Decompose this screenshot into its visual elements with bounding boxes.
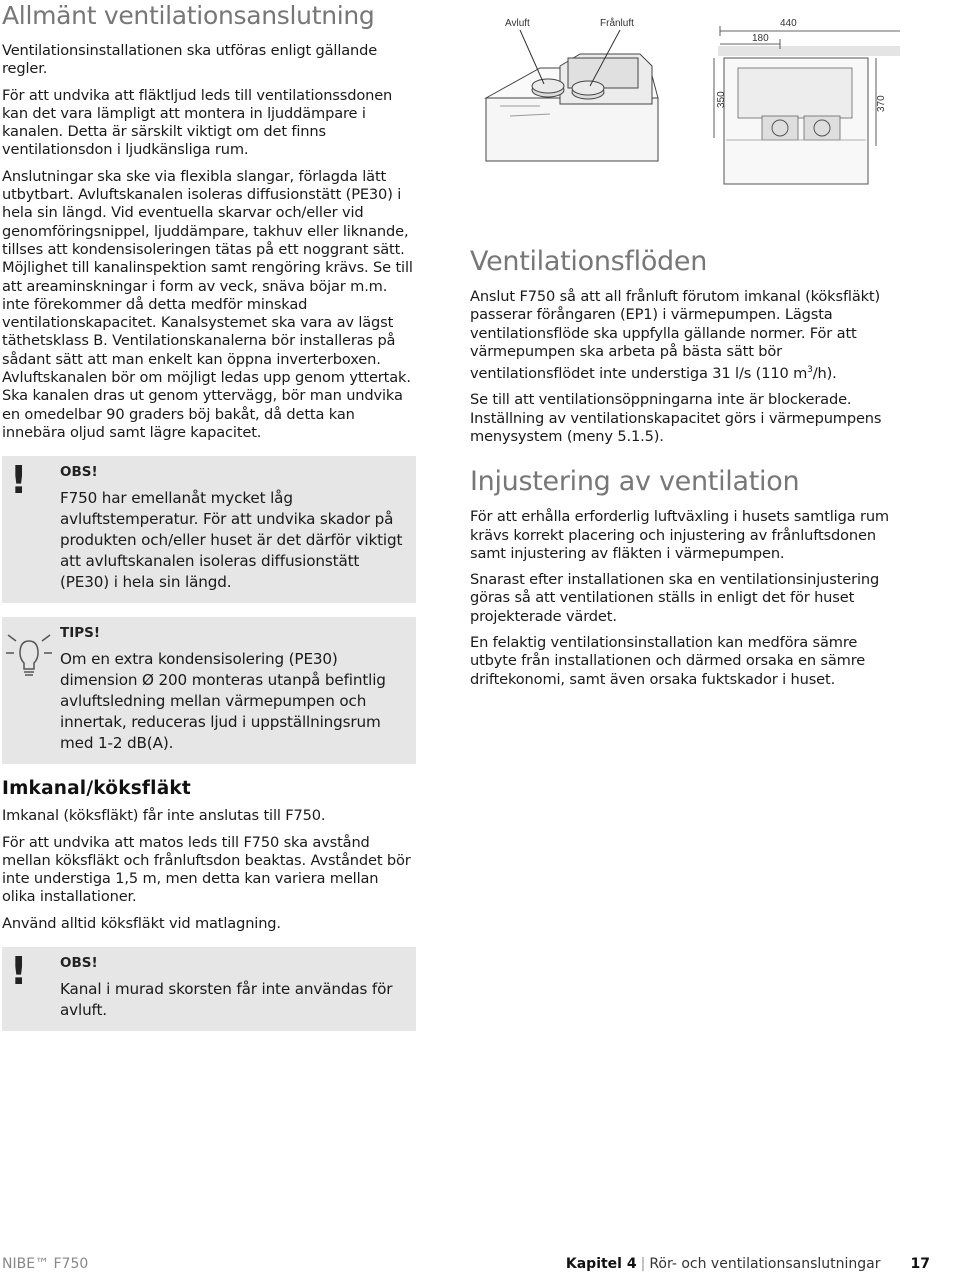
right-column — [470, 244, 890, 697]
label-avluft: Avluft — [505, 18, 530, 29]
left-column — [2, 0, 416, 1045]
section-title-adjustment: Injustering av ventilation — [470, 466, 800, 498]
dim-350: 350 — [716, 91, 727, 108]
dim-180: 180 — [752, 33, 769, 44]
section-title-ventilation-flows: Ventilationsflöden — [470, 246, 708, 277]
top-view-drawing — [714, 26, 900, 184]
dim-370: 370 — [876, 95, 887, 112]
paragraph: Se till att ventilationsöppningarna inte är blockerade. Inställning av ventilationskapacitet görs i värmepumpens menysystem (meny 5.1.5). — [470, 391, 882, 445]
label-franluft: Frånluft — [600, 18, 634, 29]
footer-chapter — [566, 1256, 930, 1272]
note-heading: OBS! — [60, 955, 98, 972]
paragraph — [470, 288, 890, 383]
page-number: 17 — [910, 1256, 930, 1272]
note-text: F750 har emellanåt mycket låg avluftstemperatur. För att undvika skador på produkten och/eller huset är det därför viktigt att avluftskanalen isoleras diffusionstätt (PE30) i hela sin längd. — [60, 489, 403, 592]
paragraph: Anslutningar ska ske via flexibla slangar, förlagda lätt utbytbart. Avluftskanalen isoleras diffusionstätt (PE30) i hela sin längd. Vid eventuella skarvar och/eller vid genomföringsnippel, ljuddämpare, takhuv eller liknande, tillses att kondensisoleringen tätas på ett noggrant sätt. Möjlighet till kanalinspektion samt rengöring krävs. Se till att areaminskningar i form av veck, snäva böjar m.m. inte förekommer då detta medför minskad ventilationskapacitet. Kanalsystemet ska vara av lägst täthetsklass B. Ventilationskanalerna bör installeras på sådant sätt att man enkelt kan öppna inverterboxen. Avluftskanalen bör om möjligt ledas upp genom yttertak. Ska kanalen dras ut genom yttervägg, bör man undvika en omedelbar 90 graders böj bakåt, då detta kan innebära oljud samt lägre kapacitet. — [2, 167, 413, 441]
paragraph: Snarast efter installationen ska en ventilationsinjustering göras så att ventilationen ställs in enligt det för huset projekterade värdet. — [470, 571, 880, 625]
footer-brand: NIBE™ F750 — [2, 1256, 89, 1272]
paragraph: För att undvika att matos leds till F750 ska avstånd mellan köksfläkt och frånluftsdon beaktas. Avståndet bör inte understiga 1,5 m, men detta kan variera mellan olika installationer. — [2, 833, 411, 906]
separator: | — [640, 1256, 646, 1272]
warning-icon: ! — [10, 949, 28, 994]
warning-icon: ! — [10, 458, 28, 503]
paragraph: Ventilationsinstallationen ska utföras enligt gällande regler. — [2, 42, 378, 78]
chapter-title: Rör- och ventilationsanslutningar — [649, 1256, 881, 1272]
paragraph: En felaktig ventilationsinstallation kan medföra sämre utbyte från installationen och därmed orsaka en sämre driftekonomi, samt även orsaka fuktskador i huset. — [470, 634, 866, 688]
tips-note — [2, 617, 416, 764]
note-heading: TIPS! — [60, 625, 101, 642]
obs-note-1 — [2, 456, 416, 603]
chapter-label: Kapitel 4 — [565, 1256, 637, 1272]
paragraph: Använd alltid köksfläkt vid matlagning. — [2, 914, 281, 932]
heat-pump-perspective-drawing — [486, 30, 658, 161]
obs-note-2 — [2, 947, 416, 1031]
dim-440: 440 — [780, 18, 797, 29]
lightbulb-icon — [4, 623, 54, 683]
note-heading: OBS! — [60, 464, 98, 481]
paragraph: För att erhålla erforderlig luftväxling i husets samtliga rum krävs korrekt placering och injustering av frånluftsdonen samt injustering av fläkten i värmepumpen. — [470, 508, 889, 562]
note-text: Om en extra kondensisolering (PE30) dimension Ø 200 monteras utanpå befintlig avluftsledning mellan värmepumpen och innertak, reduceras ljud i uppställningsrum med 1-2 dB(A). — [60, 650, 386, 753]
note-text: Kanal i murad skorsten får inte användas för avluft. — [60, 980, 393, 1020]
superscript: 3 — [807, 365, 813, 376]
paragraph-text-end: /h). — [812, 365, 837, 383]
installation-diagram — [480, 6, 900, 206]
paragraph: Imkanal (köksfläkt) får inte anslutas till F750. — [2, 807, 326, 825]
section-title-general: Allmänt ventilationsanslutning — [2, 1, 375, 30]
section-title-imkanal: Imkanal/köksfläkt — [2, 778, 191, 800]
paragraph-text: Anslut F750 så att all frånluft förutom imkanal (köksfläkt) passerar förångaren (EP1) i värmepumpen. Lägsta ventilationsflöde ska uppfylla gällande normer. För att värmepumpen ska arbeta på bästa sätt bör ventilationsflödet inte understiga 31 l/s (110 m — [470, 288, 881, 383]
paragraph: För att undvika att fläktljud leds till ventilationssdonen kan det vara lämpligt att montera in ljuddämpare i kanalen. Detta är särskilt viktigt om det finns ventilationsdon i ljudkänsliga rum. — [2, 86, 393, 159]
